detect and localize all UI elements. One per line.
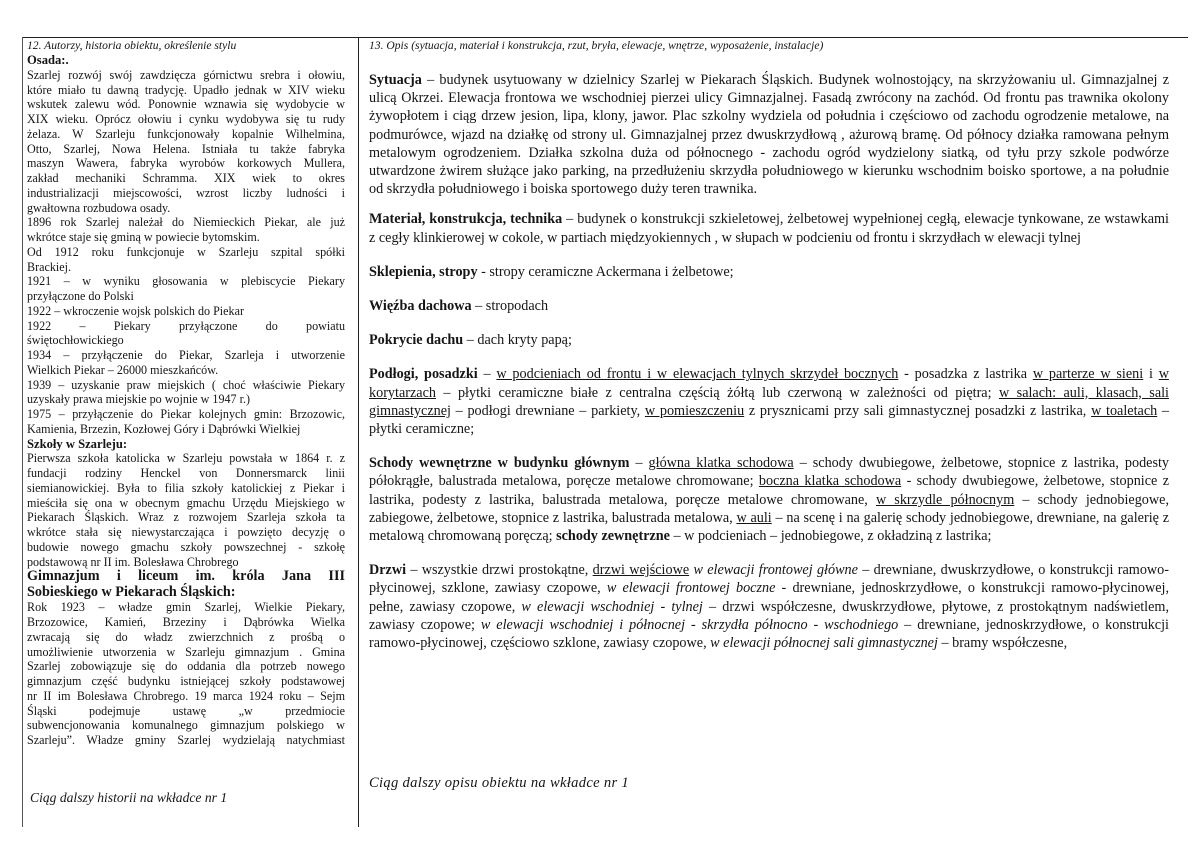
chronology-1912 bbox=[27, 245, 345, 275]
text-line: Szarleju”. Władze gminy Szarlej wydzielają natychmiast bbox=[27, 733, 345, 747]
chronology-1975 bbox=[27, 407, 345, 437]
underlined-text: główna klatka schodowa bbox=[648, 455, 794, 472]
section-13-header: 13. Opis (sytuacja, materiał i konstrukcja, rzut, bryła, elewacje, wnętrze, wyposażenie, instalacje) bbox=[369, 39, 824, 52]
text-run: – bramy współczesne, bbox=[937, 635, 1068, 652]
material-label: Materiał, konstrukcja, technika bbox=[369, 211, 563, 228]
text-line: Wielkich Piekar – 26000 mieszkańców. bbox=[27, 362, 219, 377]
text-run: – w podcieniach – jednobiegowe, z okładziną z lastrika; bbox=[669, 528, 992, 545]
text-line: wskutek zalewu wód. Ponownie wznawia się wydobycie w bbox=[27, 97, 345, 112]
situation-label: Sytuacja bbox=[369, 72, 422, 88]
italic-text: w elewacji frontowej główne bbox=[689, 562, 858, 579]
text-line: podstawową nr II im. Bolesława Chrobrego bbox=[27, 554, 239, 569]
roofing-paragraph bbox=[369, 331, 1169, 349]
roofing-text: – dach kryty papą; bbox=[463, 332, 572, 349]
osada-heading: Osada:. bbox=[27, 53, 69, 67]
table-top-rule bbox=[22, 37, 1188, 38]
underlined-text: w parterze w sieni bbox=[1032, 366, 1144, 383]
stairs-label: Schody wewnętrzne w budynku głównym bbox=[369, 455, 630, 472]
roof-truss-text: – stropodach bbox=[471, 298, 549, 315]
floors-label: Podłogi, posadzki bbox=[369, 366, 478, 383]
stairs-paragraph bbox=[369, 454, 1169, 545]
bold-text: schody zewnętrzne bbox=[556, 528, 670, 545]
text-line: XIX wieku. Oprócz ołowiu i cynku wydobywa się tu rudy bbox=[27, 112, 345, 126]
text-line: Od 1912 roku funkcjonuje w Szarleju szpital spółki bbox=[27, 244, 345, 259]
description-continuation-note: Ciąg dalszy opisu obiektu na wkładce nr 1 bbox=[369, 775, 629, 791]
underlined-text: w pomieszczeniu bbox=[644, 402, 745, 419]
underlined-text: w korytarzach bbox=[369, 366, 1169, 401]
text-line: industrializacji miejscowości, wzrost liczby ludności i bbox=[27, 185, 345, 200]
text-line: Otto, Szarlej, Nowa Helena. Istniała tu także fabryka bbox=[27, 141, 345, 156]
chronology-1922b bbox=[27, 319, 345, 349]
text-run: z prysznicami przy sali gimnastycznej posadzki z lastrika, bbox=[744, 402, 1092, 419]
gymnasium-heading bbox=[27, 569, 345, 600]
underlined-text: w auli bbox=[736, 509, 772, 526]
text-line: nr II im Bolesława Chrobrego. 19 marca 1924 roku – Sejm bbox=[27, 688, 345, 703]
text-line: 1922 – Piekary przyłączone do powiatu bbox=[27, 318, 345, 333]
text-line: Sobieskiego w Piekarach Śląskich: bbox=[27, 583, 236, 600]
text-line: Szarlej zobowiązuje się do oddania dla potrzeb nowego bbox=[27, 659, 345, 674]
gymnasium-paragraph bbox=[27, 600, 345, 748]
roof-truss-paragraph bbox=[369, 297, 1169, 315]
material-paragraph bbox=[369, 210, 1169, 246]
text-line: Brzozowice, Kamień, Brzeziny i Dąbrówka Wielka bbox=[27, 615, 345, 629]
text-line: umożliwienie utworzenia w Szarleju gimnazjum . Gmina bbox=[27, 644, 345, 659]
chronology-1939 bbox=[27, 378, 345, 408]
text-line: uzyskały prawa miejskie po wojnie w 1947 r.) bbox=[27, 392, 251, 407]
text-line: przyłączone do Polski bbox=[27, 289, 134, 303]
chronology-1921 bbox=[27, 274, 345, 304]
text-line: 1921 – w wyniku głosowania w plebiscycie Piekary bbox=[27, 274, 345, 289]
text-line: zwracają się do władz zwierzchnich z prośbą o bbox=[27, 629, 345, 644]
history-continuation-note: Ciąg dalszy historii na wkładce nr 1 bbox=[30, 790, 228, 805]
italic-text: w elewacji północnej sali gimnastycznej bbox=[710, 635, 938, 652]
text-line: 1934 – przyłączenie do Piekar, Szarleja i utworzenie bbox=[27, 348, 345, 362]
column-divider bbox=[358, 37, 359, 827]
text-run: drzwi współczesne, dwuskrzydłowe, płytowe, z prostokątnym nadświetlem, zawiasy czopowe; bbox=[369, 598, 1170, 633]
text-line: Śląski podejmuje ustawę „w przedmiocie bbox=[27, 703, 345, 718]
underlined-text: drzwi wejściowe bbox=[592, 562, 690, 579]
text-line: Pierwsza szkoła katolicka w Szarleju powstała w 1864 r. z bbox=[27, 451, 345, 466]
text-line: Kamienia, Brzezin, Kozłowej Góry i Dąbrówki Wielkiej bbox=[27, 421, 301, 436]
text-line: Piekarach Śląskich. Wraz z rozwojem Szarleja szkoła ta bbox=[27, 510, 345, 525]
underlined-text: w salach: auli, klasach, sali gimnastycznej bbox=[369, 384, 1170, 419]
vaults-label: Sklepienia, stropy bbox=[369, 263, 478, 280]
text-line: które miało tu dawną tradycję. Upadło jednak w XIV wieku bbox=[27, 82, 345, 97]
text-line: 1896 rok Szarlej należał do Niemieckich Piekar, ale już bbox=[27, 215, 345, 230]
osada-paragraph bbox=[27, 68, 345, 216]
chronology-1934 bbox=[27, 348, 345, 378]
text-run: – płytki ceramiczne białe z centralna częścią żółtą lub czerwoną w zależności od piętra; bbox=[435, 384, 999, 401]
text-line: świętochłowickiego bbox=[27, 333, 124, 348]
text-line: maszyn Wawera, fabryka wyrobów korkowych Mullera, bbox=[27, 156, 345, 171]
schools-heading: Szkoły w Szarleju: bbox=[27, 436, 128, 451]
text-run: – wszystkie drzwi prostokątne, bbox=[406, 562, 593, 579]
text-line: subwencjonowania komunalnego gimnazjum polskiego w bbox=[27, 718, 345, 733]
underlined-text: w skrzydle północnym bbox=[875, 491, 1015, 508]
text-line: gimnazjum część budynku istniejącej szkoły podstawowej bbox=[27, 674, 345, 688]
text-line: Brackiej. bbox=[27, 259, 71, 274]
italic-text: w elewacji wschodniej - tylnej – bbox=[521, 598, 717, 615]
text-run: – drewniane, jednoskrzydłowe, o konstrukcji ramowo-płycinowej, częściowo szklone, zawiasy czopowe, bbox=[369, 616, 1169, 652]
chronology-1896 bbox=[27, 215, 345, 245]
text-line: Szarlej rozwój swój zawdzięcza górnictwu srebra i ołowiu, bbox=[27, 67, 345, 82]
underlined-text: w toaletach bbox=[1091, 402, 1158, 419]
section-12-header: 12. Autorzy, historia obiektu, określenie stylu bbox=[27, 39, 237, 52]
text-run: - posadzka z lastrika bbox=[898, 366, 1033, 383]
text-run: – bbox=[629, 455, 649, 472]
schools-paragraph bbox=[27, 451, 345, 569]
text-line: budowie nowego gmachu szkoły powszechnej - szkołę bbox=[27, 539, 345, 554]
description-column bbox=[369, 39, 1169, 652]
text-run: - schody dwubiegowe, żelbetowe, stopnice z lastrika, podesty z lastrika, balustrada metalowa, poręcze metalowe chromowane, bbox=[369, 473, 1169, 508]
situation-text: – budynek usytuowany w dzielnicy Szarlej w Piekarach Śląskich. Budynek wolnostojący, na skrzyżowaniu ul. Gimnazjalnej z ulicą Okrzei. Elewacja frontowa we wschodniej pierzei ulicy Gimnazjalnej. Fasadą zwrócony na zachód. Od frontu pas trawnika okolony żywopłotem i ciąg drzew jesion, lipa, klony, jawor. Plac szkolny wydziela od południa i częściowo od zachodu ogrodzenie metalowe, na podmurówce, wjazd na działkę od strony ul. Gimnazjalnej przez dwuskrzydłową , ażurową bramę. Od północy działka ramowana pełnym metalowym ogrodzeniem. Działka szkolna duża od północnego - zachodu ogród wydzielony siatką, od tyłu przy szkole podwórze utwardzone żwirem służące jako parking, na przedłużeniu skrzydła południowego w kierunku wschodnim boisko sportowe, a na południe od skrzydła południowego i boiska sportowego duży teren trawnika. bbox=[369, 72, 1169, 198]
italic-text: w elewacji wschodniej i północnej - skrzydła północno - wschodniego bbox=[480, 616, 899, 633]
text-run: – płytki ceramiczne; bbox=[369, 402, 1170, 438]
text-run: - drewniane, jednoskrzydłowe, o konstrukcji ramowo-płycinowej, pełne, zawiasy czopowe, bbox=[369, 580, 1169, 615]
roofing-label: Pokrycie dachu bbox=[369, 332, 464, 349]
text-line: zakład mechaniki Schramma. XIX wiek to okres bbox=[27, 171, 345, 185]
text-line: żelaza. W Szarleju funkcjonowały kopalnie Wilhelmina, bbox=[27, 126, 345, 141]
text-line: wkrótce staje się gminą w powiecie bytomskim. bbox=[27, 230, 260, 244]
underlined-text: boczna klatka schodowa bbox=[758, 473, 902, 490]
vaults-text: - stropy ceramiczne Ackermana i żelbetowe; bbox=[477, 263, 734, 280]
text-run: – schody jednobiegowe, zabiegowe, żelbetowe, stopnice z lastrika, balustrada metalowa, bbox=[369, 491, 1169, 526]
text-line: 1939 – uzyskanie praw miejskich ( choć właściwie Piekary bbox=[27, 377, 345, 392]
table-left-rule bbox=[22, 37, 23, 827]
text-run: – schody dwubiegowe, żelbetowe, stopnice z lastrika, podesty półokrągłe, balustrada metalowa, poręcze metalowe chromowane; bbox=[369, 455, 1170, 490]
underlined-text: w podcieniach od frontu i w elewacjach tylnych skrzydeł bocznych bbox=[496, 366, 899, 383]
text-line: wkrótce stała się niewystarczająca i powzięto decyzję o bbox=[27, 525, 345, 539]
chronology-1922a: 1922 – wkroczenie wojsk polskich do Piekar bbox=[27, 303, 244, 318]
text-line: Rok 1923 – władze gmin Szarlej, Wielkie Piekary, bbox=[27, 600, 345, 615]
history-column bbox=[27, 39, 345, 748]
material-text: – budynek o konstrukcji szkieletowej, żelbetowej wypełnionej cegłą, elewacje tynkowane, ze wstawkami z cegły klinkierowej w cokole, w partiach międzyokiennych , w słupach w podcieniu od frontu i skrzydłach w elewacji tylnej bbox=[369, 211, 1169, 246]
situation-paragraph bbox=[369, 71, 1169, 198]
vaults-paragraph bbox=[369, 263, 1169, 281]
text-line: gwałtowna rozbudowa osady. bbox=[27, 200, 171, 215]
text-run: – na scenę i na galerię schody jednobiegowe, drewniane, na galerię z metalową chromowaną poręczą; bbox=[369, 509, 1169, 545]
text-line: fundacji rodziny Henckel von Donnersmarck linii bbox=[27, 466, 345, 480]
italic-text: w elewacji frontowej boczne bbox=[606, 580, 776, 597]
roof-truss-label: Więźba dachowa bbox=[369, 298, 472, 315]
text-line: Gimnazjum i liceum im. króla Jana III bbox=[27, 568, 345, 585]
text-run: i bbox=[1143, 366, 1159, 383]
text-run: – bbox=[477, 366, 497, 383]
floors-paragraph bbox=[369, 365, 1169, 438]
text-line: mieściła się ona w obecnym gmachu Urzędu Miejskiego w bbox=[27, 495, 345, 510]
doors-paragraph bbox=[369, 561, 1169, 652]
text-run: – drewniane, dwuskrzydłowe, o konstrukcji ramowo-płycinowej, szklone, zawiasy czopowe, bbox=[369, 562, 1170, 597]
text-line: 1975 – przyłączenie do Piekar kolejnych gmin: Brzozowic, bbox=[27, 407, 345, 421]
text-run: – podłogi drewniane – parkiety, bbox=[450, 402, 645, 419]
text-line: siemianowickiej. Była to filia szkoły katolickiej z Piekar i bbox=[27, 480, 345, 495]
doors-label: Drzwi bbox=[369, 562, 407, 579]
